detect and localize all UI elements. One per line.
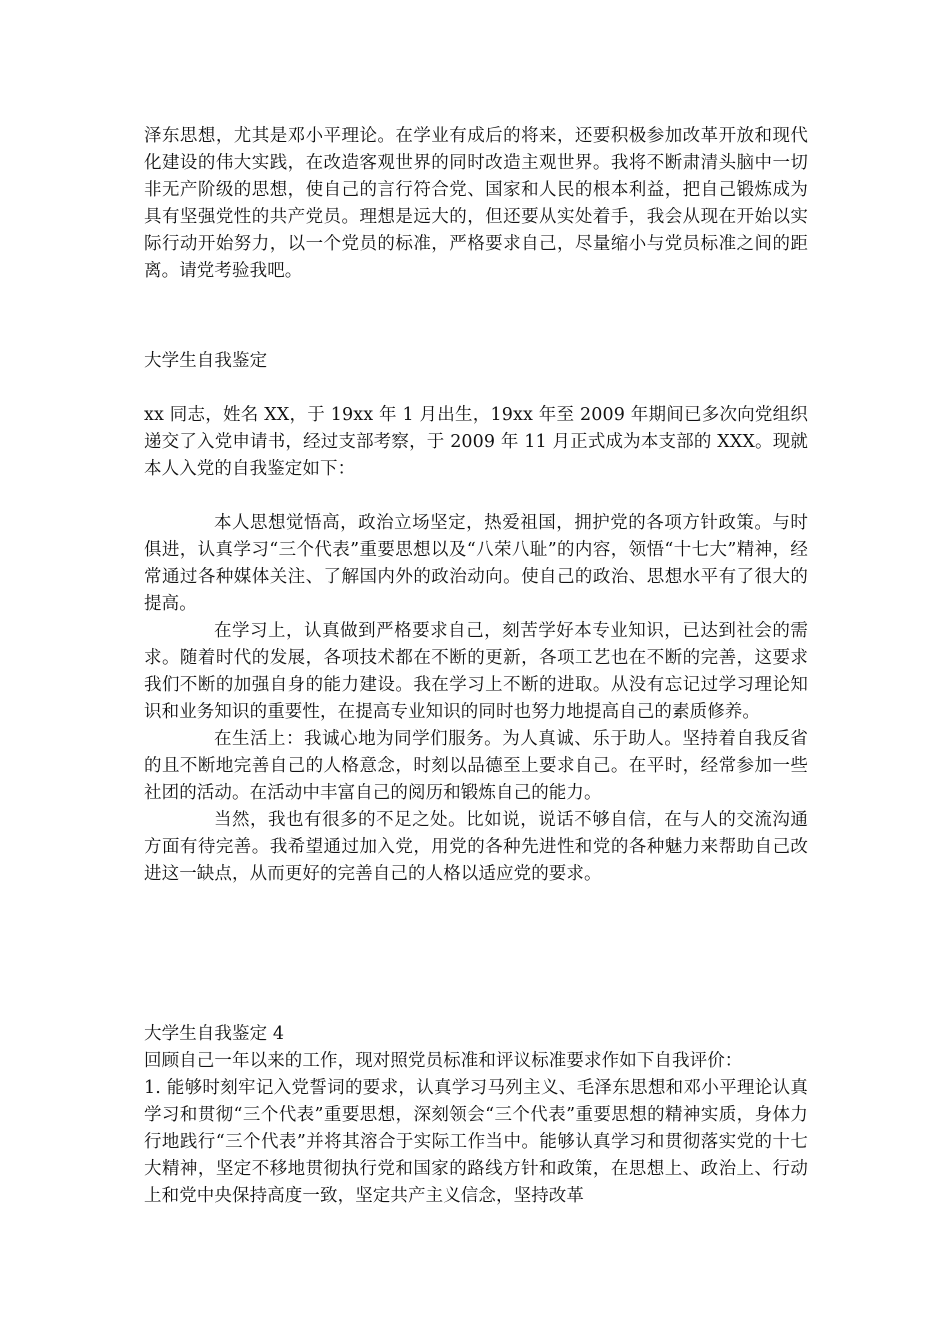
section-self-appraisal [144, 348, 808, 375]
body-paragraph-life: 在生活上：我诚心地为同学们服务。为人真诚、乐于助人。坚持着自我反省的且不断地完善自己的人格意念，时刻以品德至上要求自己。在平时，经常参加一些社团的活动。在活动中丰富自己的阅历和锻炼自己的能力。 [144, 729, 808, 803]
body-paragraph-shortcomings: 当然，我也有很多的不足之处。比如说，说话不够自信，在与人的交流沟通方面有待完善。我希望通过加入党，用党的各种先进性和党的各种魅力来帮助自己改进这一缺点，从而更好的完善自己的人格以适应党的要求。 [144, 810, 808, 884]
intro-paragraph: xx 同志，姓名 XX，于 19xx 年 1 月出生，19xx 年至 2009 年期间已多次向党组织递交了入党申请书，经过支部考察，于 2009 年 11 月正式成为本支部的 XXX。现就本人入党的自我鉴定如下： [144, 405, 808, 479]
intro-paragraph-4: 回顾自己一年以来的工作，现对照党员标准和评议标准要求作如下自我评价： [144, 1051, 743, 1071]
list-item-1: 1. 能够时刻牢记入党誓词的要求，认真学习马列主义、毛泽东思想和邓小平理论认真学习和贯彻“三个代表”重要思想，深刻领会“三个代表”重要思想的精神实质，身体力行地践行“三个代表”并将其溶合于实际工作当中。能够认真学习和贯彻落实党的十七大精神，坚定不移地贯彻执行党和国家的路线方针和政策，在思想上、政治上、行动上和党中央保持高度一致，坚定共产主义信念，坚持改革 [144, 1078, 808, 1206]
section-title: 大学生自我鉴定 [144, 351, 268, 371]
section-self-appraisal-4 [144, 1021, 808, 1210]
body-paragraph-study: 在学习上，认真做到严格要求自己，刻苦学好本专业知识，已达到社会的需求。随着时代的发展，各项技术都在不断的更新，各项工艺也在不断的完善，这要求我们不断的加强自身的能力建设。我在学习上不断的进取。从没有忘记过学习理论知识和业务知识的重要性，在提高专业知识的同时也努力地提高自己的素质修养。 [144, 621, 808, 722]
body-paragraph-politics: 本人思想觉悟高，政治立场坚定，热爱祖国，拥护党的各项方针政策。与时俱进，认真学习“三个代表”重要思想以及“八荣八耻”的内容，领悟“十七大”精神，经常通过各种媒体关注、了解国内外的政治动向。使自己的政治、思想水平有了很大的提高。 [144, 513, 808, 614]
section-self-appraisal-body [144, 402, 808, 888]
section-title-4: 大学生自我鉴定 4 [144, 1024, 285, 1044]
continuation-paragraph: 泽东思想，尤其是邓小平理论。在学业有成后的将来，还要积极参加改革开放和现代化建设的伟大实践，在改造客观世界的同时改造主观世界。我将不断肃清头脑中一切非无产阶级的思想，使自己的言行符合党、国家和人民的根本利益，把自己锻炼成为具有坚强党性的共产党员。理想是远大的，但还要从实处着手，我会从现在开始以实际行动开始努力，以一个党员的标准，严格要求自己，尽量缩小与党员标准之间的距离。请党考验我吧。 [144, 126, 808, 281]
section-continuation [144, 123, 808, 285]
